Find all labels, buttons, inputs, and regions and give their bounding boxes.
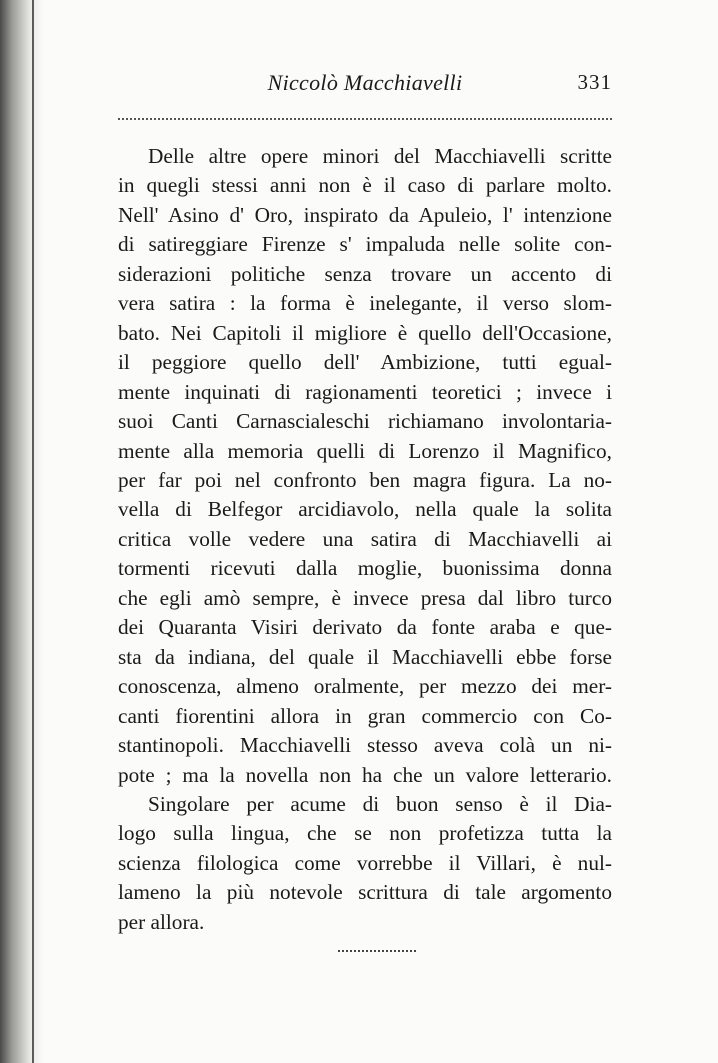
text-line: vera satira : la forma è inelegante, il verso slom- <box>118 291 612 316</box>
text-line: critica volle vedere una satira di Macchiavelli ai <box>118 526 612 551</box>
text-line: canti fiorentini allora in gran commercio con Co- <box>118 703 612 728</box>
text-line: conoscenza, almeno oralmente, per mezzo dei mer- <box>118 674 612 699</box>
header-dotted-rule <box>118 118 612 120</box>
text-line: lameno la più notevole scrittura di tale argomento <box>118 880 612 905</box>
text-line: dei Quaranta Visiri derivato da fonte araba e que- <box>118 615 612 640</box>
text-line: Singolare per acume di buon senso è il Dia- <box>148 791 612 816</box>
text-line: tormenti ricevuti dalla moglie, buonissima donna <box>118 556 612 581</box>
paragraph-1 <box>118 142 612 790</box>
running-head <box>118 70 612 104</box>
page-number: 331 <box>577 70 612 94</box>
text-line: mente alla memoria quelli di Lorenzo il Magnifico, <box>118 438 612 463</box>
text-line: in quegli stessi anni non è il caso di parlare molto. <box>118 173 612 198</box>
text-line: per allora. <box>118 909 205 934</box>
text-line: sta da indiana, del quale il Macchiavelli ebbe forse <box>118 644 612 669</box>
text-line: Delle altre opere minori del Macchiavelli scritte <box>148 144 612 168</box>
text-line: bato. Nei Capitoli il migliore è quello dell'Occasione, <box>118 320 612 345</box>
text-line: pote ; ma la novella non ha che un valore letterario. <box>118 762 612 787</box>
running-title: Niccolò Macchiavelli <box>267 70 463 95</box>
text-line: scienza filologica come vorrebbe il Villari, è nul- <box>118 850 612 875</box>
text-line: il peggiore quello dell' Ambizione, tutti egual- <box>118 350 612 375</box>
text-line: suoi Canti Carnascialeschi richiamano involontaria- <box>118 409 612 434</box>
text-line: che egli amò sempre, è invece presa dal libro turco <box>118 585 612 610</box>
text-line: stantinopoli. Macchiavelli stesso aveva colà un ni- <box>118 733 612 758</box>
text-line: siderazioni politiche senza trovare un accento di <box>118 261 612 286</box>
text-line: Nell' Asino d' Oro, inspirato da Apuleio, l' intenzione <box>118 202 612 227</box>
page-binding-line <box>32 0 34 1063</box>
text-line: per far poi nel confronto ben magra figura. La no- <box>118 467 612 492</box>
paragraph-2 <box>118 790 612 937</box>
text-line: di satireggiare Firenze s' impaluda nelle solite con- <box>118 232 612 257</box>
text-line: logo sulla lingua, che se non profetizza tutta la <box>118 821 612 846</box>
text-line: vella di Belfegor arcidiavolo, nella quale la solita <box>118 497 612 522</box>
body-text <box>118 142 612 937</box>
text-line: mente inquinati di ragionamenti teoretici ; invece i <box>118 379 612 404</box>
end-dotted-rule <box>338 950 416 952</box>
page-binding-shadow <box>0 0 44 1063</box>
